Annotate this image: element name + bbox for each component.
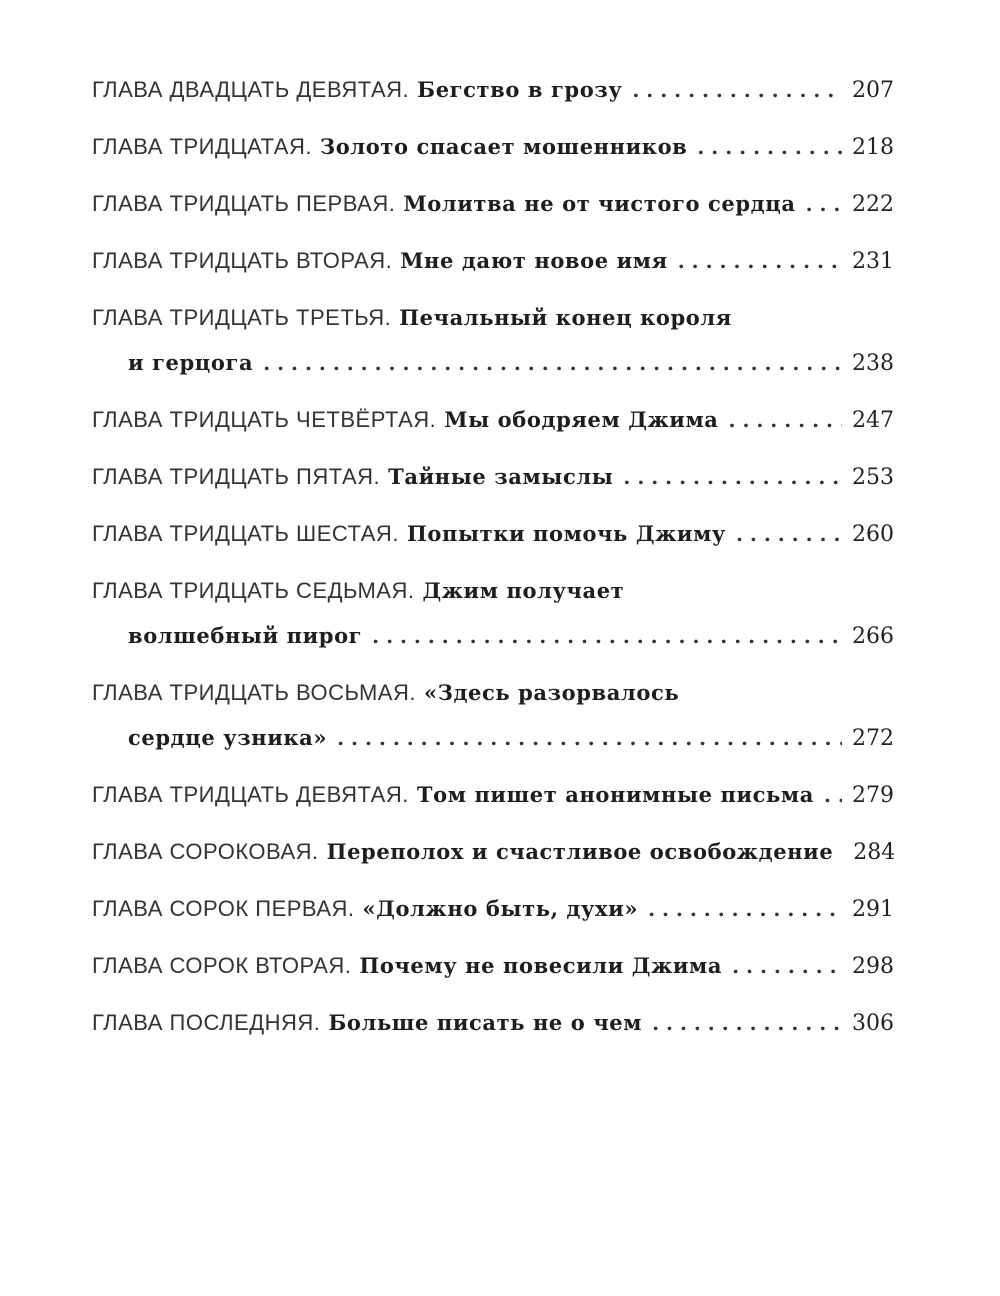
- chapter-title: Джим получает: [422, 578, 625, 603]
- toc-entry[interactable]: [92, 243, 892, 300]
- dot-leader: [824, 777, 842, 813]
- toc-entry[interactable]: [92, 459, 892, 516]
- toc-entry[interactable]: [92, 573, 892, 675]
- page-number: 253: [852, 465, 894, 490]
- toc-entry[interactable]: [92, 72, 892, 129]
- toc-entry[interactable]: [92, 516, 892, 573]
- chapter-label: ГЛАВА ТРИДЦАТАЯ.: [92, 134, 312, 159]
- dot-leader: [372, 618, 842, 654]
- chapter-title: Печальный конец короля: [399, 305, 732, 330]
- dot-leader: [623, 459, 842, 495]
- toc-entry[interactable]: [92, 675, 892, 777]
- chapter-title: Почему не повесили Джима: [359, 953, 723, 978]
- chapter-title-continued: и герцога: [128, 350, 254, 375]
- page-number: 247: [852, 408, 894, 433]
- toc-entry[interactable]: [92, 1005, 892, 1062]
- chapter-title: «Должно быть, духи»: [362, 896, 639, 921]
- page-number: 279: [852, 783, 894, 808]
- page-number: 266: [852, 624, 894, 649]
- chapter-label: ГЛАВА СОРОК ПЕРВАЯ.: [92, 896, 355, 921]
- page-number: 291: [852, 897, 894, 922]
- page-number: 284: [853, 840, 896, 865]
- page-number: 298: [852, 954, 894, 979]
- page-number: 238: [852, 351, 894, 376]
- chapter-title: Попытки помочь Джиму: [406, 521, 726, 546]
- chapter-label: ГЛАВА СОРОК ВТОРАЯ.: [92, 953, 352, 978]
- toc-entry[interactable]: [92, 777, 892, 834]
- page-number: 218: [852, 135, 894, 160]
- toc-entry[interactable]: [92, 834, 896, 891]
- chapter-label: ГЛАВА ТРИДЦАТЬ ПЕРВАЯ.: [92, 191, 396, 216]
- dot-leader: [736, 516, 842, 552]
- chapter-label: ГЛАВА ТРИДЦАТЬ ВТОРАЯ.: [92, 248, 393, 273]
- toc-entry[interactable]: [92, 402, 892, 459]
- chapter-title: «Здесь разорвалось: [423, 680, 680, 705]
- dot-leader: [263, 345, 842, 381]
- chapter-title: Тайные замыслы: [388, 464, 614, 489]
- dot-leader: [652, 1005, 842, 1041]
- toc-entry[interactable]: [92, 891, 892, 948]
- chapter-label: ГЛАВА ТРИДЦАТЬ СЕДЬМАЯ.: [92, 578, 415, 603]
- toc-entry[interactable]: [92, 129, 892, 186]
- chapter-title: Мы ободряем Джима: [444, 407, 719, 432]
- chapter-label: ГЛАВА ТРИДЦАТЬ ДЕВЯТАЯ.: [92, 782, 409, 807]
- chapter-title: Больше писать не о чем: [328, 1010, 643, 1035]
- chapter-title: Золото спасает мошенников: [319, 134, 688, 159]
- chapter-title-continued: сердце узника»: [128, 725, 328, 750]
- dot-leader: [678, 243, 842, 279]
- chapter-label: ГЛАВА ТРИДЦАТЬ ВОСЬМАЯ.: [92, 680, 416, 705]
- page-number: 260: [852, 522, 894, 547]
- toc-entry[interactable]: [92, 300, 892, 402]
- chapter-label: ГЛАВА ПОСЛЕДНЯЯ.: [92, 1010, 321, 1035]
- chapter-label: ГЛАВА ТРИДЦАТЬ ЧЕТВЁРТАЯ.: [92, 407, 437, 432]
- chapter-label: ГЛАВА ТРИДЦАТЬ ПЯТАЯ.: [92, 464, 381, 489]
- dot-leader: [632, 72, 842, 108]
- toc-entry[interactable]: [92, 186, 892, 243]
- chapter-label: ГЛАВА ТРИДЦАТЬ ТРЕТЬЯ.: [92, 305, 392, 330]
- dot-leader: [337, 720, 842, 756]
- dot-leader: [729, 402, 842, 438]
- chapter-title: Мне дают новое имя: [400, 248, 668, 273]
- dot-leader: [697, 129, 842, 165]
- page-number: 222: [852, 192, 894, 217]
- dot-leader: [648, 891, 842, 927]
- chapter-title: Молитва не от чистого сердца: [403, 191, 796, 216]
- page-number: 306: [852, 1011, 894, 1036]
- chapter-label: ГЛАВА ТРИДЦАТЬ ШЕСТАЯ.: [92, 521, 399, 546]
- dot-leader: [806, 186, 842, 222]
- chapter-title: Бегство в грозу: [417, 77, 623, 102]
- chapter-title-continued: волшебный пирог: [128, 623, 363, 648]
- chapter-title: Переполох и счастливое освобождение: [326, 839, 834, 864]
- dot-leader: [732, 948, 842, 984]
- page-number: 207: [852, 78, 894, 103]
- toc-entry[interactable]: [92, 948, 892, 1005]
- table-of-contents: [92, 72, 896, 1062]
- chapter-label: ГЛАВА СОРОКОВАЯ.: [92, 839, 319, 864]
- chapter-title: Том пишет анонимные письма: [416, 782, 814, 807]
- chapter-label: ГЛАВА ДВАДЦАТЬ ДЕВЯТАЯ.: [92, 77, 410, 102]
- page-number: 231: [852, 249, 894, 274]
- page-number: 272: [852, 726, 894, 751]
